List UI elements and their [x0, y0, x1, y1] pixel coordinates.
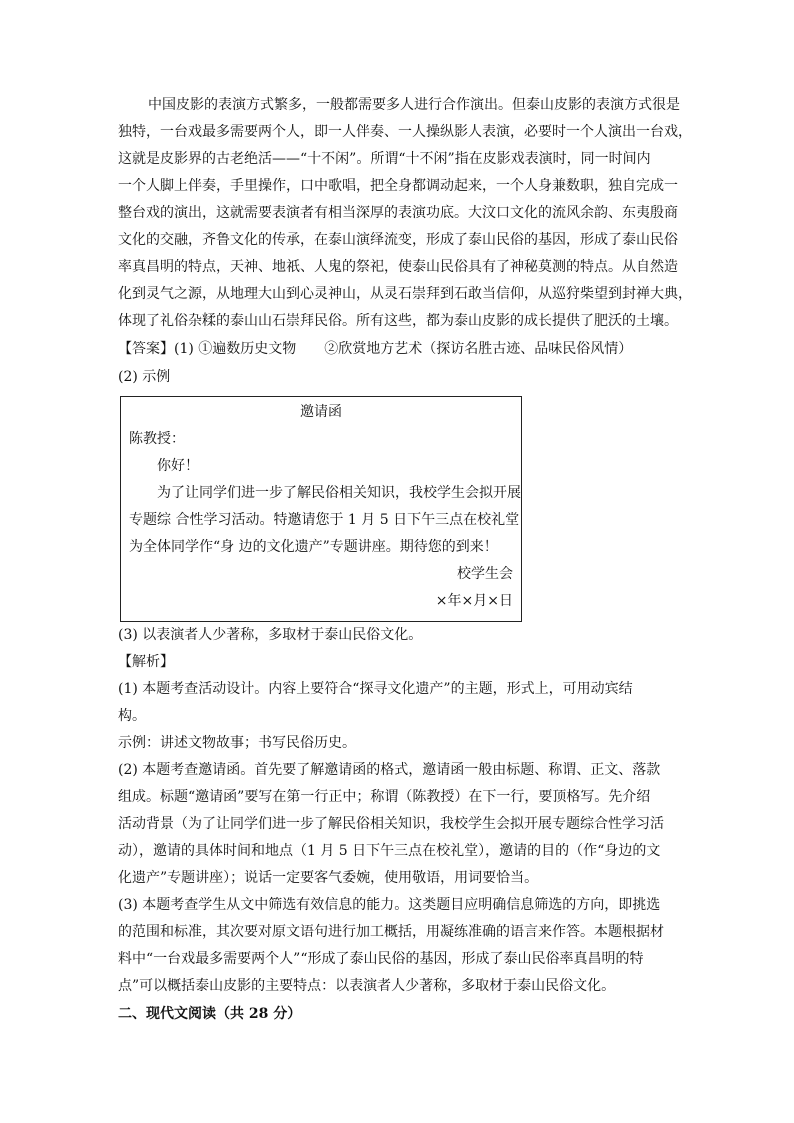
analysis-line: 料中“一台戏最多需要两个人”“形成了泰山民俗的基因，形成了泰山民俗率真昌明的特 [118, 951, 644, 967]
passage-line: 一个人脚上伴奏，手里操作，口中歌唱，把全身都调动起来，一个人身兼数职，独自完成一 [118, 178, 678, 194]
passage-line: 化到灵气之源，从地理大山到心灵神山，从灵石崇拜到石敢当信仰，从巡狩柴望到封禅大典， [118, 286, 692, 302]
passage-line: 中国皮影的表演方式繁多，一般都需要多人进行合作演出。但泰山皮影的表演方式很是 [148, 97, 680, 113]
analysis-line: 动），邀请的具体时间和地点（1 月 5 日下午三点在校礼堂），邀请的目的（作“身边的文 [118, 843, 661, 859]
letter-body-line: 为了让同学们进一步了解民俗相关知识，我校学生会拟开展 [157, 485, 521, 501]
invitation-letter-box [120, 396, 522, 622]
analysis-line: 化遗产”专题讲座）；说话一定要客气委婉，使用敬语，用词要恰当。 [118, 870, 539, 886]
analysis-line: 构。 [118, 708, 146, 724]
passage-line: 这就是皮影界的古老绝活——“十不闲”。所谓“十不闲”指在皮影戏表演时，同一时间内 [118, 151, 651, 167]
analysis-line: 示例：讲述文物故事；书写民俗历史。 [118, 735, 356, 751]
analysis-line: 活动背景（为了让同学们进一步了解民俗相关知识，我校学生会拟开展专题综合性学习活 [118, 816, 664, 832]
letter-greeting: 你好！ [157, 458, 199, 474]
section-heading: 二、现代文阅读（共 28 分） [118, 1006, 302, 1022]
analysis-line: 组成。标题“邀请函”要写在第一行正中；称谓（陈教授）在下一行，要顶格写。先介绍 [118, 789, 651, 805]
passage-line: 独特，一台戏最多需要两个人，即一人伴奏、一人操纵影人表演，必要时一个人演出一台戏， [118, 124, 692, 140]
passage-line: 文化的交融，齐鲁文化的传承，在泰山演绎流变，形成了泰山民俗的基因，形成了泰山民俗 [118, 232, 678, 248]
letter-date: ×年×月×日 [435, 593, 513, 609]
letter-salutation: 陈教授： [129, 431, 185, 447]
passage-line: 整台戏的演出，这就需要表演者有相当深厚的表演功底。大汶口文化的流风余韵、东夷殷商 [118, 205, 678, 221]
letter-body-line: 为全体同学作“身 边的文化遗产”专题讲座。期待您的到来！ [129, 539, 498, 555]
passage-line: 率真昌明的特点，天神、地祇、人鬼的祭祀，使泰山民俗具有了神秘莫测的特点。从自然造 [118, 259, 678, 275]
analysis-heading: 【解析】 [118, 654, 174, 670]
analysis-line: (2) 本题考查邀请函。首先要了解邀请函的格式，邀请函一般由标题、称谓、正文、落款 [118, 762, 661, 778]
letter-signature: 校学生会 [457, 566, 513, 582]
answer-example-label: (2) 示例 [118, 369, 171, 385]
letter-title: 邀请函 [300, 404, 342, 420]
analysis-line: 点”可以概括泰山皮影的主要特点：以表演者人少著称，多取材于泰山民俗文化。 [118, 978, 616, 994]
answer-3: (3) 以表演者人少著称，多取材于泰山民俗文化。 [118, 627, 423, 643]
answer-line: 【答案】(1) ①遍数历史文物 ②欣赏地方艺术（探访名胜古迹、品味民俗风情） [118, 341, 633, 357]
analysis-line: (1) 本题考查活动设计。内容上要符合“探寻文化遗产”的主题，形式上，可用动宾结 [118, 681, 633, 697]
analysis-line: 的范围和标准，其次要对原文语句进行加工概括，用凝练准确的语言来作答。本题根据材 [118, 924, 664, 940]
letter-body-line: 专题综 合性学习活动。特邀请您于 1 月 5 日下午三点在校礼堂 [129, 512, 520, 528]
passage-line: 体现了礼俗杂糅的泰山山石崇拜民俗。所有这些，都为泰山皮影的成长提供了肥沃的土壤。 [118, 313, 678, 329]
analysis-line: (3) 本题考查学生从文中筛选有效信息的能力。这类题目应明确信息筛选的方向，即挑选 [118, 897, 661, 913]
